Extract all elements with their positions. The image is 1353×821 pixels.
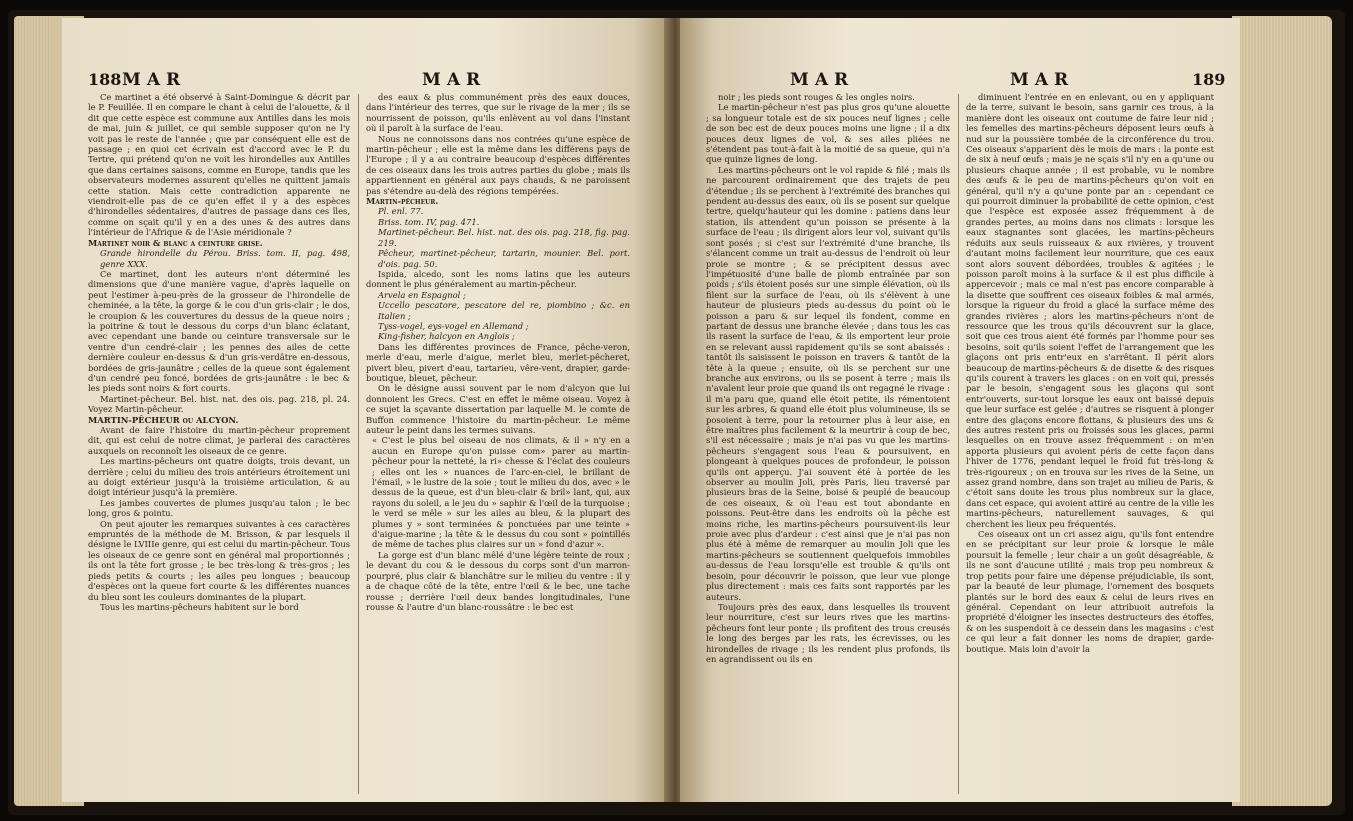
body-paragraph: « C'est le plus bel oiseau de nos climats, & il » n'y en a aucun en Europe qu'on puisse com» parer au martin-pêcheur pour la netteté, la ri» chesse & l'éclat des couleurs ; elles ont les » nuances de l'arc-en-ciel, le brillant de l'émail, » le lustre de la soie ; tout le milieu du dos, avec » le dessus de la queue, est d'un bleu-clair & bril» lant, qui, aux rayons du soleil, a le jeu du » saphir & l'œil de la turquoise ; le verd se mêle » sur les ailes au bleu, & la plupart des plumes y » sont terminées & ponctuées par une teinte » d'aigue-marine ; la tête & le dessus du cou sont » pointillés de même de taches plus claires sur un » fond d'azur ». (372, 435, 630, 550)
page-number-right: 189 (1192, 70, 1226, 89)
entry-heading: MARTIN-PÊCHEUR ou ALCYON. (88, 414, 239, 425)
reference-line: Tyss-vogel, eys-vogel en Allemand ; (378, 320, 529, 331)
body-paragraph: des eaux & plus communément près des eaux douces, dans l'intérieur des terres, que sur le rivage de la mer ; ils se nourrissent de poisson, qu'ils enlèvent au vol dans l'instant où il paroît à la surface de l'eau. (366, 92, 630, 134)
running-head-right-col1: MAR (790, 70, 855, 90)
column-rule-left (358, 94, 359, 794)
page-edges-right (1232, 16, 1332, 806)
body-paragraph: Le martin-pêcheur n'est pas plus gros qu'une alouette ; sa longueur totale est de six pouces neuf lignes ; celle de son bec est de deux pouces moins une ligne ; il a dix pouces deux lignes de vol, & ses ailes pliées ne s'étendent pas tout-à-fait à la moitié de sa queue, qui n'a que quinze lignes de long. (706, 102, 950, 165)
running-head-left-col2: MAR (422, 70, 487, 90)
body-paragraph: La gorge est d'un blanc mêlé d'une légère teinte de roux ; le devant du cou & le dessous du corps sont d'un marron-pourpré, plus clair & blanchâtre sur le milieu du ventre : il y a de chaque côté de la tête, entre l'œil & le bec, une tache rousse ; derrière l'œil deux bandes longitudinales, l'une rousse & l'autre d'un blanc-roussâtre : le bec est (366, 549, 630, 612)
body-paragraph: Dans les différentes provinces de France, pêche-veron, merle d'eau, merle d'aigue, merlet bleu, merlet-pêcheret, pivert bleu, pivert d'eau, tartarieu, vêre-vent, drapier, garde-boutique, bleuet, pêcheur. (366, 341, 630, 383)
body-paragraph: Ce martinet a été observé à Saint-Domingue & décrit par le P. Feuillée. Il en compare le chant à celui de l'alouette, & il dit que cette espèce est commune aux Antilles dans les mois de mai, juin & juillet, ce qui semble supposer qu'on ne l'y voit pas le reste de l'année ; que par conséquent elle est de passage ; en quoi cet écrivain est d'accord avec le P. du Tertre, qui prétend qu'on ne voit les hirondelles aux Antilles que dans certaines saisons, comme en Europe, tandis que les observateurs modernes assurent qu'elles ne quittent jamais cette station. Mais cette contradiction apparente ne viendroit-elle pas de ce qu'en effet il y a des espèces d'hirondelles sédentaires, d'autres de passage dans ces îles, comme on sçait qu'il y en a des unes & des autres dans l'intérieur de l'Afrique & de l'Asie méridionale ? (88, 92, 350, 238)
left-page-column-1 (88, 92, 350, 792)
entry-heading: Martinet noir & blanc a ceinture grise. (88, 237, 263, 248)
body-paragraph: On le désigne aussi souvent par le nom d'alcyon que lui donnoient les Grecs. C'est en effet le même oiseau. Voyez à ce sujet la sçavante dissertation par laquelle M. le comte de Buffon commence l'histoire du martin-pêcheur. Le même auteur le peint dans les termes suivans. (366, 383, 630, 435)
right-page-column-2 (966, 92, 1214, 792)
reference-line: Arvela en Espagnol ; (378, 289, 466, 300)
body-paragraph: Les martins-pêcheurs ont le vol rapide & filé ; mais ils ne parcourent ordinairement que des trajets de peu d'étendue ; ils se perchent à l'extrémité des branches qui pendent au-dessus des eaux, où ils se posent sur quelque tertre, quelqu'hauteur qui les domine : patiens dans leur station, ils attendent qu'un poisson se présente à la surface de l'eau ; ils dirigent alors leur vol, suivant qu'ils sont posés ; si c'est sur l'extrémité d'une branche, ils s'élancent comme un trait au-dessus de l'endroit où leur proie se montre ; & se précipitent dessus avec l'impétuosité d'une balle de plomb entraînée par son poids ; s'ils étoient posés sur une simple élévation, où ils filent sur la surface de l'eau, où ils s'élèvent à une hauteur de plusieurs pieds au-dessus du point où le poisson a paru & sur lequel ils fondent, comme en partant de dessus une branche élevée ; dans tous les cas ils rasent la surface de l'eau, & ils emportent leur proie en se relevant aussi rapidement qu'ils se sont abaissés : tantôt ils saisissent le poisson en travers & tantôt de la tête à la queue ; ensuite, où ils se perchent sur une branche aux environs, ou ils se posent à terre ; mais ils n'avalent leur proie que quand ils ont regagné le rivage : il m'a paru que, quand elle étoit petite, ils rémentoient sur les arbres, & quand elle étoit plus volumineuse, ils se posoient à terre, pour la retourner plus à leur aise, en être maîtres plus facilement & la meurtrir à coup de bec, s'il est nécessaire ; mais je n'ai pas vu que les martins-pêcheurs s'engagent sous l'eau & poursuivent, en plongeant à quelques pouces de profondeur, le poisson qu'ils ont apperçu. J'ai souvent été à portée de les observer au moulin Joli, près Paris, lieu traversé par plusieurs bras de la Seine, boisé & peuplé de beaucoup de ces oiseaux, & où l'eau est tout abondante en poissons. Peut-être dans les endroits où la pêche est moins riche, les martins-pêcheurs poursuivent-ils leur proie avec plus d'ardeur : c'est ainsi que je n'ai pas non plus été à même de remarquer au moulin Joli que les martins-pêcheurs se soutiennent quelquefois immobiles au-dessus de l'eau lorsqu'elle est trouble & qu'ils ont besoin, pour découvrir le poisson, que leur vue plonge plus directement : mais ces faits sont rapportés par les auteurs. (706, 164, 950, 602)
body-paragraph: Toujours près des eaux, dans lesquelles ils trouvent leur nourriture, c'est sur leurs rives que les martins-pêcheurs font leur ponte ; ils profitent des trous creusés le long des berges par les rats, les écrevisses, ou les hirondelles de rivage ; ils les rendent plus profonds, ils en agrandissent ou ils en (706, 601, 950, 664)
body-paragraph: diminuent l'entrée en en enlevant, ou en y appliquant de la terre, suivant le besoin, sans garnir ces trous, à la manière dont les oiseaux ont coutume de faire leur nid ; les femelles des martins-pêcheurs déposent leurs œufs à nud sur la poussière tombée de la circonférence du trou. Ces oiseaux s'apparient dès le mois de mars : la ponte est de six à neuf œufs ; mais je ne sçais s'il n'y en a qu'une ou plusieurs chaque année ; il est probable, vu le nombre des œufs & le peu de martins-pêcheurs qu'on voit en général, qu'il n'y a qu'une ponte par an : cependant ce qui pourroit diminuer la probabilité de cette opinion, c'est que l'espèce est exposée assez fréquemment à de grandes pertes, au moins dans nos climats : lorsque les eaux stagnantes sont glacées, les martins-pêcheurs réduits aux seuls ruisseaux & aux rivières, y trouvent d'autant moins facilement leur nourriture, que ces eaux sont alors souvent débordées, troubles & agitées ; le poisson paroît moins à la surface & il est plus difficile à appercevoir ; mais ce mal n'est pas encore comparable à la disette que souffrent ces oiseaux foibles & mal armés, lorsque la rigueur du froid a glacé la surface même des grandes rivières ; alors les martins-pêcheurs n'ont de ressource que les trous qu'ils découvrent sur la glace, soit que ces trous aient été formés par l'homme pour ses besoins, soit qu'ils soient l'effet de l'arrangement que les glaçons ont pris entr'eux en s'arrêtant. Il périt alors beaucoup de martins-pêcheurs & de disette & des risques qu'ils courent à travers les glaces : on en voit qui, pressés par le besoin, s'engagent sous les glaçons qui sont entr'ouverts, sur-tout lorsque les eaux ont baissé depuis que leur surface est gelée ; d'autres se risquent à plonger entre des glaçons encore flottans, & plusieurs des uns & des autres restent pris ou froissés sous les glaces, parmi lesquelles on en trouve assez fréquemment : on m'en apporta plusieurs qui avoient péris de cette façon dans l'hiver de 1776, pendant lequel le froid fut très-long & très-rigoureux ; on en trouva sur les rives de la Seine, un assez grand nombre, dans son trajet au milieu de Paris, & c'étoit sans doute les trous plus nombreux sur la glace, dans cet espace, qui avoient attiré au centre de la ville les martins-pêcheurs, naturellement sauvages, & qui cherchent les lieux peu fréquentés. (966, 92, 1214, 529)
page-number-left: 188 (88, 70, 122, 89)
reference-line: Martinet-pêcheur. Bel. hist. nat. des ois. pag. 218, fig. pag. 219. (378, 227, 630, 248)
body-paragraph: Tous les martins-pêcheurs habitent sur le bord (100, 601, 299, 612)
body-paragraph: Ces oiseaux ont un cri assez aigu, qu'ils font entendre en se précipitant sur leur proie & lorsque le mâle poursuit la femelle ; leur chair a un goût désagréable, & ils ne sont d'aucune utilité ; mais trop peu nombreux & trop petits pour faire une dépense préjudiciable, ils sont, par la beauté de leur plumage, l'ornement des bosquets plantés sur le bord des eaux & celui de leurs rives en général. Cependant on leur attribuoit autrefois la propriété d'éloigner les insectes destructeurs des étoffes, & on les suspendoit à ce dessein dans les magasins : c'est ce qui leur a fait donner les noms de drapier, garde-boutique. Mais loin d'avoir la (966, 529, 1214, 654)
running-head-right-col2: MAR (1010, 70, 1075, 90)
right-page-column-1 (706, 92, 950, 792)
reference-line: Pl. enl. 77. (378, 206, 424, 217)
reference-line: Uccello pescatore, pescatore del re, piombino ; &c. en Italien ; (378, 300, 630, 321)
running-head-left-col1: MAR (122, 70, 187, 90)
reference-line: Grande hirondelle du Pérou. Briss. tom. II, pag. 498, genre XXX. (100, 248, 350, 269)
left-page (62, 18, 670, 802)
body-paragraph: Avant de faire l'histoire du martin-pêcheur proprement dit, qui est celui de notre climat, je parlerai des caractères auxquels on reconnoît les oiseaux de ce genre. (88, 425, 350, 456)
entry-heading: Martin-pêcheur. (366, 196, 439, 207)
body-paragraph: Martinet-pêcheur. Bel. hist. nat. des ois. pag. 218, pl. 24. Voyez Martin-pêcheur. (88, 393, 350, 415)
reference-line: Briss. tom. IV, pag. 471. (378, 216, 480, 227)
body-paragraph: Les martins-pêcheurs ont quatre doigts, trois devant, un derrière ; celui du milieu des trois antérieurs étroitement uni au doigt extérieur jusqu'à la troisième articulation, & au doigt intérieur jusqu'à la première. (88, 456, 350, 498)
column-rule-right (958, 94, 959, 794)
body-paragraph: Ce martinet, dont les auteurs n'ont déterminé les dimensions que d'une manière vague, d'après laquelle on peut l'estimer à-peu-près de la grosseur de l'hirondelle de cheminée, a la tête, la gorge & le cou d'un gris-clair ; le dos, le croupion & les couvertures du dessus de la queue noirs ; la poitrine & tout le dessous du corps d'un blanc éclatant, avec cependant une bande ou ceinture transversale sur le ventre d'un cendré-clair ; les pennes des ailes de cette dernière couleur en-dessus & d'un gris-verdâtre en-dessous, bordées de gris-jaunâtre ; celles de la queue sont également d'un cendré peu foncé, bordées de gris-jaunâtre : le bec & les pieds sont noirs & fort courts. (88, 268, 350, 394)
body-paragraph: Les jambes couvertes de plumes jusqu'au talon ; le bec long, gros & pointu. (88, 497, 350, 519)
body-paragraph: On peut ajouter les remarques suivantes à ces caractères empruntés de la méthode de M. Brisson, & par lesquels il désigne le LVIIIe genre, qui est celui du martin-pêcheur. Tous les oiseaux de ce genre sont en général mal proportionnés ; ils ont la tête fort grosse ; le bec très-long & très-gros ; les pieds petits & courts ; les ailes peu longues ; beaucoup d'espèces ont la queue fort courte & les différentes nuances du bleu sont les couleurs dominantes de la plupart. (88, 518, 350, 602)
reference-line: Pêcheur, martinet-pêcheur, tartarin, mounier. Bel. port. d'ois. pag. 50. (378, 248, 630, 269)
body-paragraph: Ispida, alcedo, sont les noms latins que les auteurs donnent le plus généralement au martin-pêcheur. (366, 268, 630, 290)
right-page (680, 18, 1240, 802)
body-paragraph: noir ; les pieds sont rouges & les ongles noirs. (718, 92, 915, 102)
reference-line: King-fisher, halcyon en Anglois ; (378, 331, 515, 342)
body-paragraph: Nous ne connoissons dans nos contrées qu'une espèce de martin-pêcheur ; elle est la même dans les différens pays de l'Europe ; il y a au contraire beaucoup d'espèces différentes de ces oiseaux dans les trois autres parties du globe ; mais ils appartiennent en général aux pays chauds, & ne paroissent pas s'étendre au-delà des régions tempérées. (366, 133, 630, 196)
left-page-column-2 (366, 92, 630, 792)
